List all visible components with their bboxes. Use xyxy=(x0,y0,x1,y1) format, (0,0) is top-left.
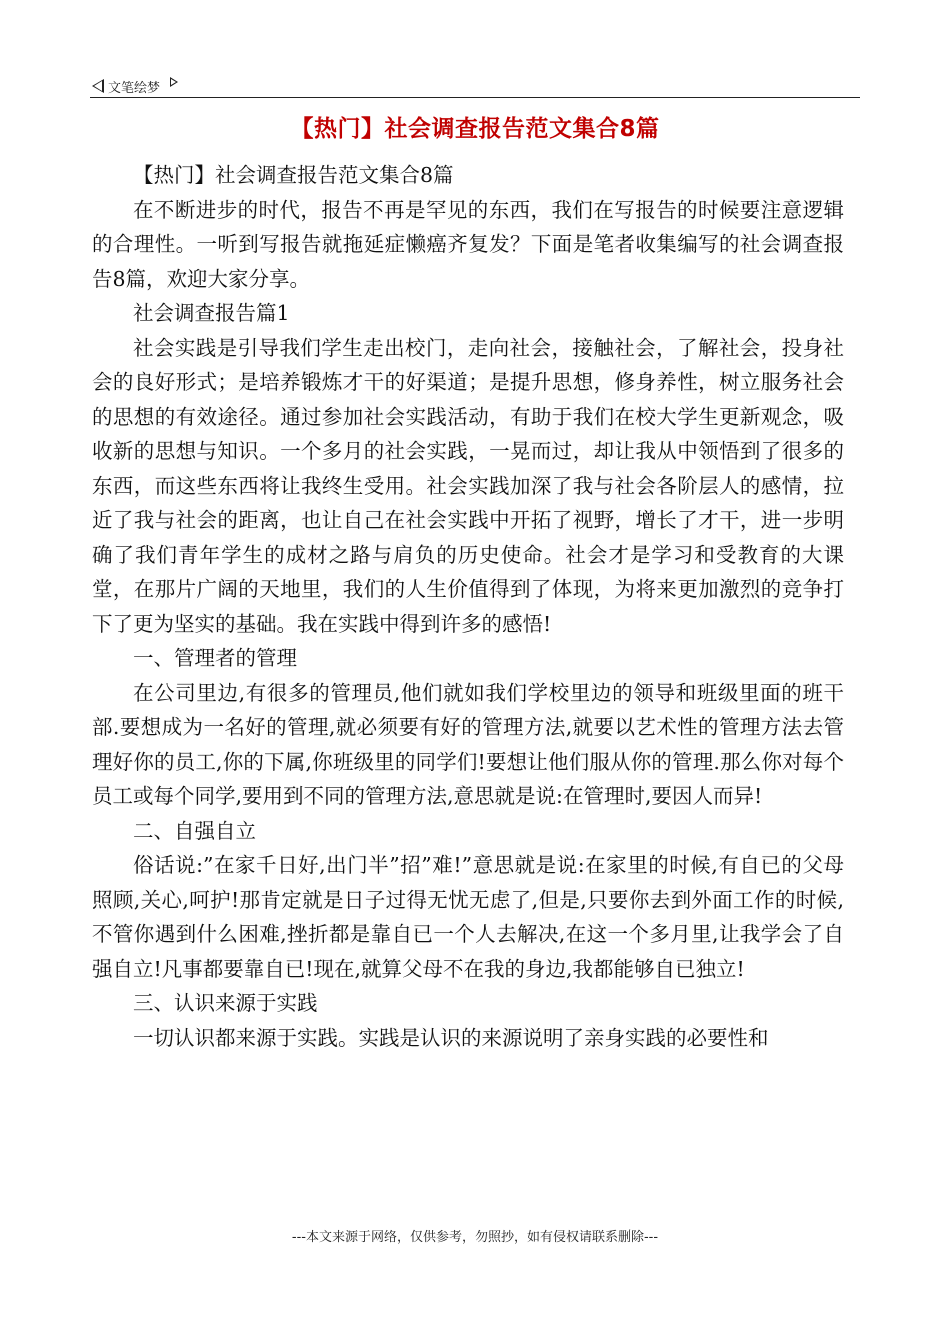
paragraph: 社会实践是引导我们学生走出校门，走向社会，接触社会，了解社会，投身社会的良好形式；是培养锻炼才干的好渠道；是提升思想，修身养性，树立服务社会的思想的有效途径。通过参加社会实践活动，有助于我们在校大学生更新观念，吸收新的思想与知识。一个多月的社会实践，一晃而过，却让我从中领悟到了很多的东西，而这些东西将让我终生受用。社会实践加深了我与社会各阶层人的感情，拉近了我与社会的距离，也让自己在社会实践中开拓了视野，增长了才干，进一步明确了我们青年学生的成材之路与肩负的历史使命。社会才是学习和受教育的大课堂，在那片广阔的天地里，我们的人生价值得到了体现，为将来更加激烈的竞争打下了更为坚实的基础。我在实践中得到许多的感悟! xyxy=(92,335,844,636)
document-title: 【热门】社会调查报告范文集合8篇 xyxy=(290,116,660,142)
paragraph: 【热门】社会调查报告范文集合8篇 xyxy=(133,163,454,187)
triangle-left-icon xyxy=(92,79,104,93)
section-heading: 社会调查报告篇1 xyxy=(133,301,290,325)
paragraph: 俗话说:”在家千日好,出门半”招”难!”意思就是说:在家里的时候,有自已的父母照顾,关心,呵护!那肯定就是日子过得无忧无虑了,但是,只要你去到外面工作的时候,不管你遇到什么困难,挫折都是靠自已一个人去解决,在这一个多月里,让我学会了自强自立!凡事都要靠自已!现在,就算父母不在我的身边,我都能够自已独立! xyxy=(92,853,844,981)
paragraph: 在公司里边,有很多的管理员,他们就如我们学校里边的领导和班级里面的班干部.要想成为一名好的管理,就必须要有好的管理方法,就要以艺术性的管理方法去管理好你的员工,你的下属,你班级里的同学们!要想让他们服从你的管理.那么你对每个员工或每个同学,要用到不同的管理方法,意思就是说:在管理时,要因人而异! xyxy=(92,680,844,808)
triangle-right-icon xyxy=(170,77,178,87)
header-divider xyxy=(90,97,860,98)
page-footer: ---本文来源于网络，仅供参考，勿照抄，如有侵权请联系删除--- xyxy=(291,1230,659,1245)
section-heading: 三、认识来源于实践 xyxy=(133,991,318,1015)
document-body xyxy=(92,158,844,1055)
page-header xyxy=(92,76,178,96)
section-heading: 二、自强自立 xyxy=(133,818,256,843)
paragraph: 在不断进步的时代，报告不再是罕见的东西，我们在写报告的时候要注意逻辑的合理性。一听到写报告就拖延症懒癌齐复发？下面是笔者收集编写的社会调查报告8篇，欢迎大家分享。 xyxy=(92,197,844,291)
header-brand: 文笔绘梦 xyxy=(108,80,161,96)
paragraph: 一切认识都来源于实践。实践是认识的来源说明了亲身实践的必要性和 xyxy=(133,1025,769,1050)
section-heading: 一、管理者的管理 xyxy=(133,646,297,670)
